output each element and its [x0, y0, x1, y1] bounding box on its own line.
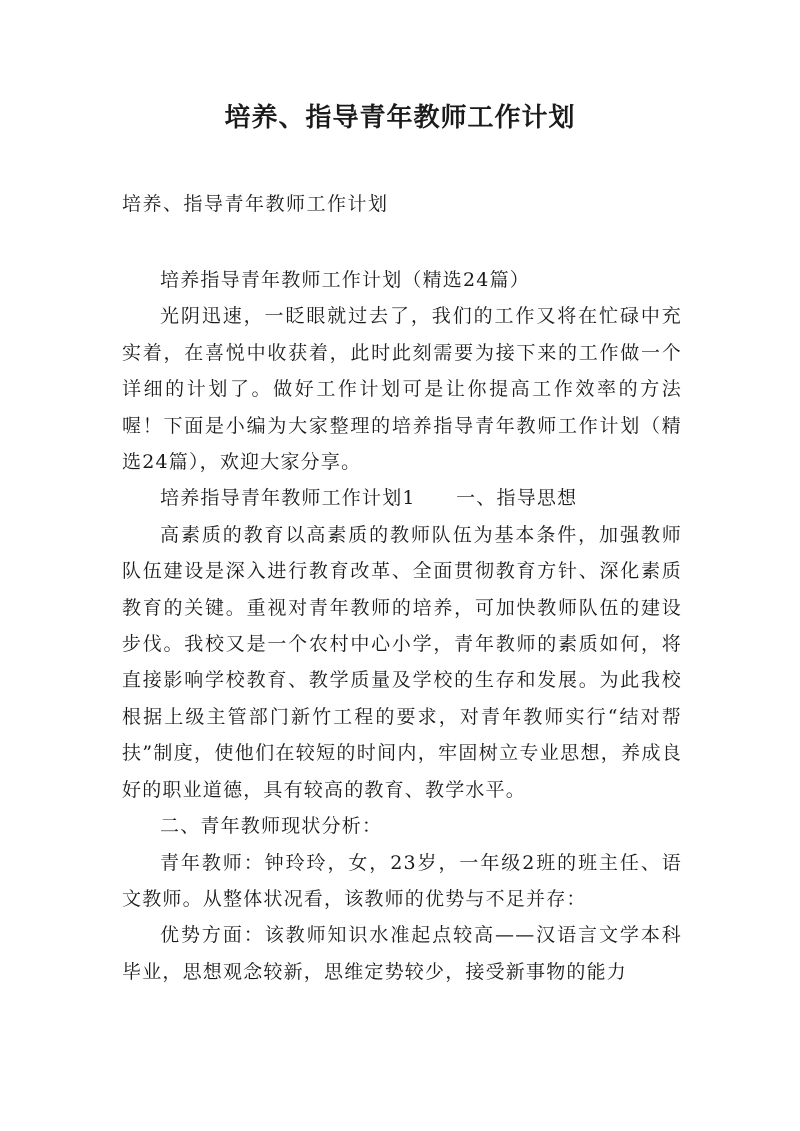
- paragraph-guiding-thought-body: 高素质的教育以高素质的教师队伍为基本条件，加强教师队伍建设是深入进行教育改革、全面贯彻教育方针、深化素质教育的关键。重视对青年教师的培养，可加快教师队伍的建设步伐。我校又是一个农村中心小学，青年教师的素质如何，将直接影响学校教育、教学质量及学校的生存和发展。为此我校根据上级主管部门新竹工程的要求，对青年教师实行“结对帮扶”制度，使他们在较短的时间内，牢固树立专业思想，养成良好的职业道德，具有较高的教育、教学水平。: [122, 523, 682, 801]
- paragraph-plan-heading: 培养指导青年教师工作计划（精选24篇）: [160, 269, 530, 291]
- document-subtitle: 培养、指导青年教师工作计划: [122, 193, 389, 215]
- document-body: [122, 262, 682, 990]
- paragraph-section-status-analysis: 二、青年教师现状分析：: [160, 815, 383, 838]
- paragraph-teacher-profile: 青年教师：钟玲玲，女，23岁，一年级2班的班主任、语文教师。从整体状况看，该教师的优势与不足并存：: [122, 851, 682, 910]
- paragraph-section-guiding-thought: 培养指导青年教师工作计划1 一、指导思想: [160, 487, 578, 510]
- paragraph-intro: 光阴迅速，一眨眼就过去了，我们的工作又将在忙碌中充实着，在喜悦中收获着，此时此刻需要为接下来的工作做一个详细的计划了。做好工作计划可是让你提高工作效率的方法喔！下面是小编为大家整理的培养指导青年教师工作计划（精选24篇），欢迎大家分享。: [122, 305, 682, 474]
- paragraph-strengths: 优势方面：该教师知识水准起点较高——汉语言文学本科毕业，思想观念较新，思维定势较少，接受新事物的能力: [122, 924, 682, 983]
- page-title: 培养、指导青年教师工作计划: [224, 103, 576, 133]
